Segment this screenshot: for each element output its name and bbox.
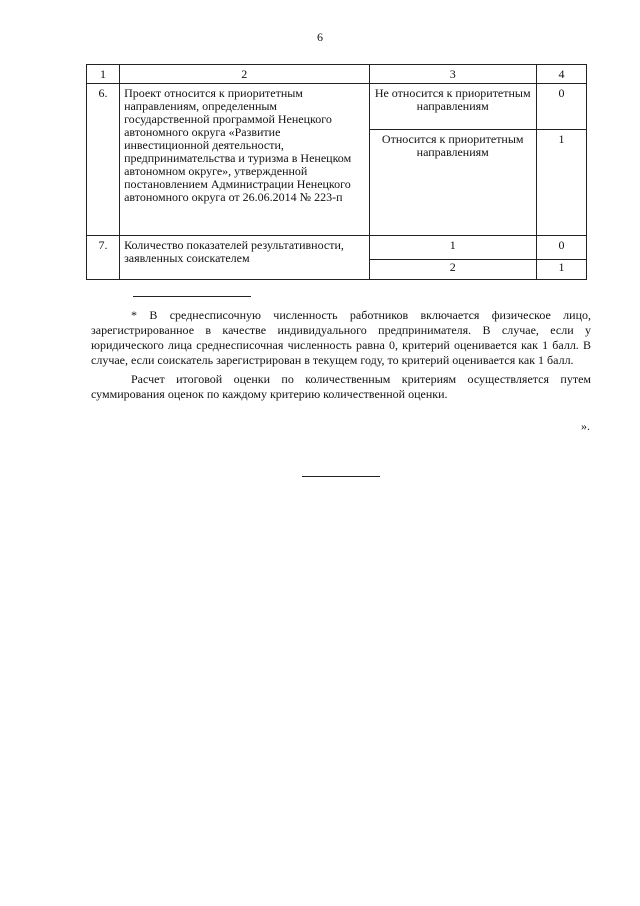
criterion-score: 1: [536, 260, 586, 280]
table-row: [87, 84, 587, 130]
column-header-3: 3: [369, 65, 536, 84]
criterion-score: 0: [536, 84, 586, 130]
table-row: [87, 236, 587, 260]
criterion-description: Проект относится к приоритетным направлениям, определенным государственной программой Ненецкого автономного округа «Развитие инвестиционной деятельности, предпринимательства и туризма в Ненецком автономном округе», утвержденной постановлением Администрации Ненецкого автономного округа от 26.06.2014 № 223-п: [120, 84, 369, 236]
footnote-separator: [133, 296, 251, 297]
page-number: 6: [317, 30, 323, 44]
criterion-score: 1: [536, 130, 586, 236]
table-header-row: [87, 65, 587, 84]
notes-block: [91, 308, 591, 406]
criterion-value: Не относится к приоритетным направлениям: [369, 84, 536, 130]
criterion-value: 1: [369, 236, 536, 260]
summary-text: Расчет итоговой оценки по количественным критериям осуществляется путем суммирования оценок по каждому критерию количественной оценки.: [91, 372, 591, 401]
footnote-text: * В среднесписочную численность работников включается физическое лицо, зарегистрированное в качестве индивидуального предпринимателя. В случае, если у юридического лица среднесписочная численность равна 0, критерий оценивается как 1 балл. В случае, если соискатель зарегистрирован в текущем году, то критерий оценивается как 1 балл.: [91, 308, 591, 367]
row-number: 7.: [87, 236, 120, 280]
criterion-description: Количество показателей результативности, заявленных соискателем: [120, 236, 369, 280]
end-separator: [302, 476, 380, 477]
column-header-1: 1: [87, 65, 120, 84]
criterion-score: 0: [536, 236, 586, 260]
closing-quote: ».: [581, 419, 590, 433]
row-number: 6.: [87, 84, 120, 236]
column-header-4: 4: [536, 65, 586, 84]
column-header-2: 2: [120, 65, 369, 84]
criteria-table: [86, 64, 587, 280]
criterion-value: Относится к приоритетным направлениям: [369, 130, 536, 236]
criterion-value: 2: [369, 260, 536, 280]
